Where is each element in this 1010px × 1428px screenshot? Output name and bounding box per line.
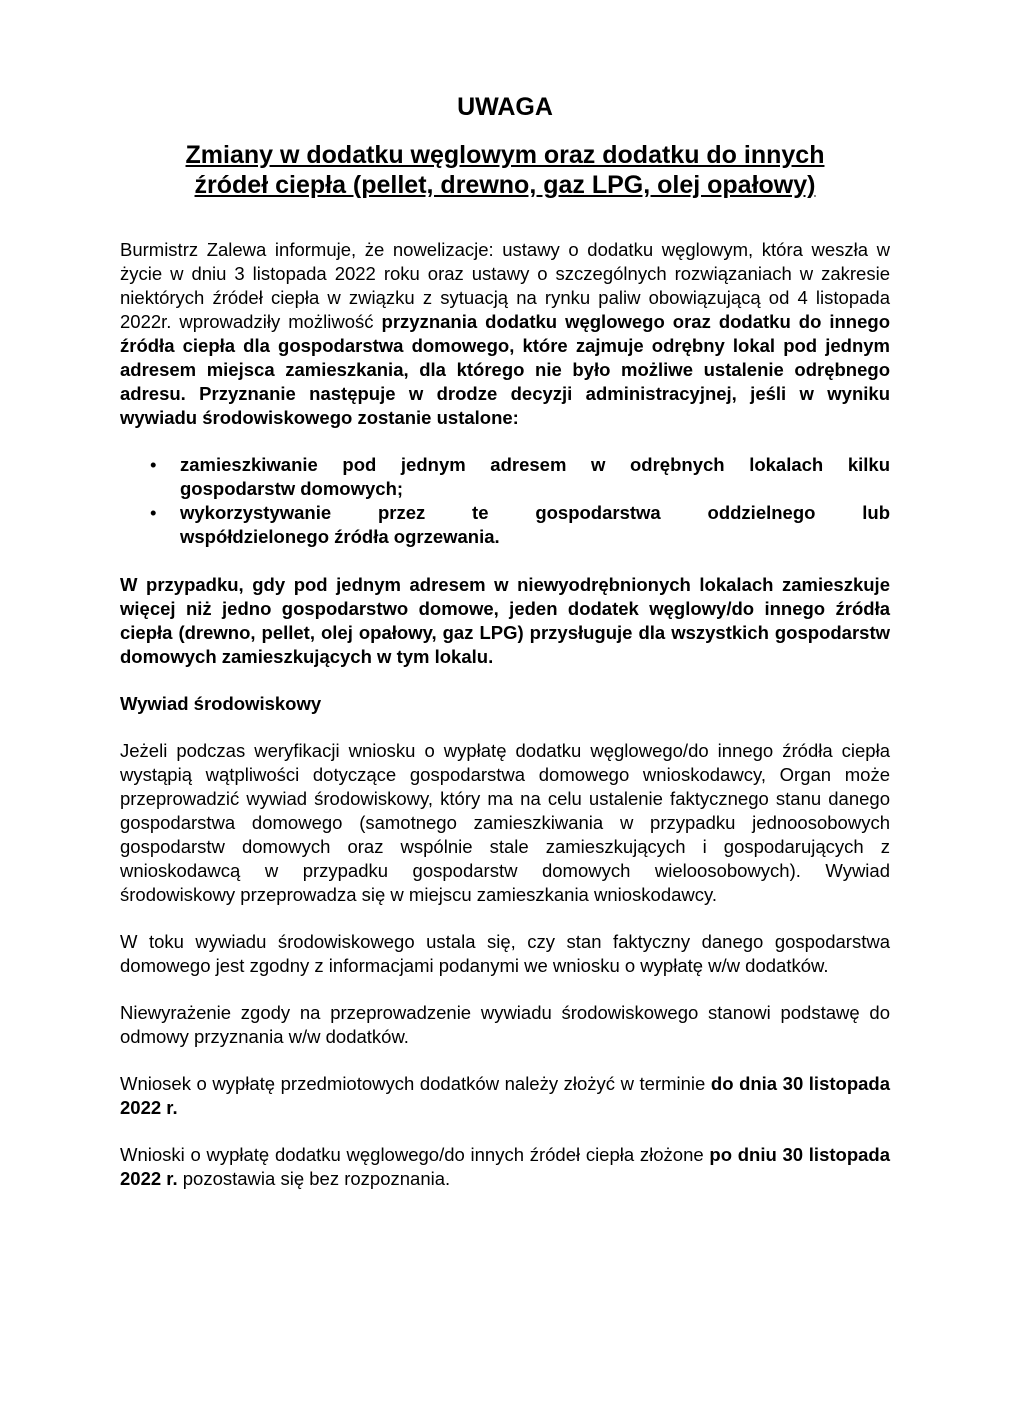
deadline-paragraph xyxy=(120,1072,890,1120)
list-item-line-1: • zamieszkiwanie pod jednym adresem w odrębnych lokalach kilku xyxy=(180,454,890,475)
list-item-line-1: • wykorzystywanie przez te gospodarstwa oddzielnego lub xyxy=(180,502,890,523)
title-line-2: źródeł ciepła (pellet, drewno, gaz LPG, olej opałowy) xyxy=(194,171,816,199)
list-item-line-2: współdzielonego źródła ogrzewania. xyxy=(180,526,500,547)
interview-subheading: Wywiad środowiskowy xyxy=(120,693,322,714)
document-title xyxy=(120,140,890,200)
list-item xyxy=(120,453,890,501)
intro-normal-text: Burmistrz Zalewa informuje, że nowelizacje: ustawy o dodatku węglowym, która weszła w życie w dniu 3 listopada 2022 roku oraz ustawy o szczególnych rozwiązaniach w zakresie niektórych źródeł ciepła w związku z sytuacją na rynku paliw obowiązującą od 4 listopada 2022r. wprowadziły możliwość xyxy=(120,239,890,332)
deadline-normal-text: Wniosek o wypłatę przedmiotowych dodatków należy złożyć w terminie xyxy=(120,1073,706,1094)
household-paragraph xyxy=(120,573,890,669)
late-applications-paragraph xyxy=(120,1143,890,1191)
deadline-bold-text: do dnia 30 listopada 2022 r. xyxy=(120,1073,891,1118)
refusal-paragraph: Niewyrażenie zgody na przeprowadzenie wywiadu środowiskowego stanowi podstawę do odmowy przyznania w/w dodatków. xyxy=(120,1002,890,1047)
verification-paragraph: W toku wywiadu środowiskowego ustala się, czy stan faktyczny danego gospodarstwa domowego jest zgodny z informacjami podanymi we wniosku o wypłatę w/w dodatków. xyxy=(120,931,890,976)
list-item-line-2: gospodarstw domowych; xyxy=(180,478,404,499)
late-normal-text-1: Wnioski o wypłatę dodatku węglowego/do innych źródeł ciepła złożone xyxy=(120,1144,704,1165)
late-bold-text: po dniu 30 listopada 2022 r. xyxy=(120,1144,890,1189)
list-item xyxy=(120,501,890,549)
page-heading: UWAGA xyxy=(457,93,553,121)
late-normal-text-2: pozostawia się bez rozpoznania. xyxy=(182,1168,451,1189)
conditions-list xyxy=(120,453,890,549)
interview-paragraph: Jeżeli podczas weryfikacji wniosku o wypłatę dodatku węglowego/do innego źródła ciepła wystąpią wątpliwości dotyczące gospodarstwa domowego wnioskodawcy, Organ może przeprowadzić wywiad środowiskowy, który ma na celu ustalenie faktycznego stanu danego gospodarstwa domowego (samotnego zamieszkiwania w przypadku jednoosobowych gospodarstw domowych oraz wspólnie stale zamieszkujących i gospodarujących z wnioskodawcą w przypadku gospodarstw domowych wieloosobowych). Wywiad środowiskowy przeprowadza się w miejscu zamieszkania wnioskodawcy. xyxy=(120,740,890,905)
intro-paragraph xyxy=(120,238,890,430)
title-line-1: Zmiany w dodatku węglowym oraz dodatku do innych xyxy=(185,141,825,169)
household-bold-text: W przypadku, gdy pod jednym adresem w niewyodrębnionych lokalach zamieszkuje więcej niż jedno gospodarstwo domowe, jeden dodatek węglowy/do innego źródła ciepła (drewno, pellet, olej opałowy, gaz LPG) przysługuje dla wszystkich gospodarstw domowych zamieszkujących w tym lokalu. xyxy=(120,574,890,667)
intro-bold-text: przyznania dodatku węglowego oraz dodatku do innego źródła ciepła dla gospodarstwa domowego, które zajmuje odrębny lokal pod jednym adresem miejsca zamieszkania, dla którego nie było możliwe ustalenie odrębnego adresu. Przyznanie następuje w drodze decyzji administracyjnej, jeśli w wyniku wywiadu środowiskowego zostanie ustalone: xyxy=(120,311,890,428)
